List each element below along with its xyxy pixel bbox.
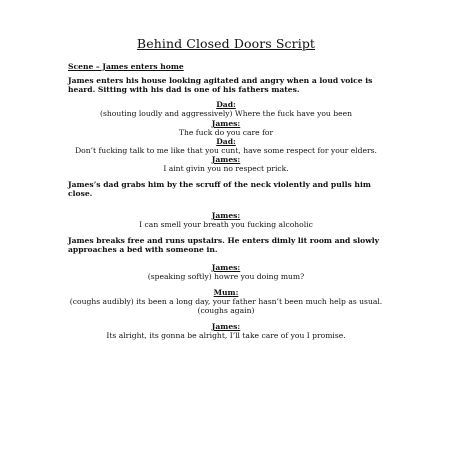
stage-direction-1: James enters his house looking agitated and angry when a loud voice is heard. Sitting with his dad is one of his fathers mates. bbox=[68, 76, 373, 95]
scene-heading: Scene – James enters home bbox=[68, 62, 184, 71]
dialogue-line: The fuck do you care for bbox=[178, 128, 274, 137]
speaker-label: James: bbox=[211, 155, 241, 164]
document-title: Behind Closed Doors Script bbox=[136, 36, 316, 51]
dialogue-line: I can smell your breath you fucking alcoholic bbox=[139, 220, 313, 229]
dialogue-line: (coughs audibly) its been a long day, your father hasn’t been much help as usual. bbox=[69, 297, 383, 306]
dialogue-line: Its alright, its gonna be alright, I’ll take care of you I promise. bbox=[106, 331, 346, 340]
dialogue-line: Don’t fucking talk to me like that you cunt, have some respect for your elders. bbox=[75, 146, 377, 155]
dialogue-line: I aint givin you no respect prick. bbox=[163, 164, 289, 173]
stage-direction-2: James’s dad grabs him by the scruff of the neck violently and pulls him close. bbox=[68, 180, 371, 199]
dialogue-line: (coughs again) bbox=[197, 306, 255, 315]
dialogue-line: (speaking softly) howre you doing mum? bbox=[147, 272, 305, 281]
speaker-label: Dad: bbox=[216, 100, 236, 109]
speaker-label: Mum: bbox=[213, 288, 239, 297]
dialogue-line: (shouting loudly and aggressively) Where the fuck have you been bbox=[100, 109, 352, 118]
speaker-label: James: bbox=[211, 211, 241, 220]
speaker-label: James: bbox=[211, 322, 241, 331]
speaker-label: James: bbox=[211, 263, 241, 272]
speaker-label: James: bbox=[211, 119, 241, 128]
speaker-label: Dad: bbox=[216, 137, 236, 146]
stage-direction-3: James breaks free and runs upstairs. He enters dimly lit room and slowly approaches a bed with someone in. bbox=[68, 236, 380, 255]
